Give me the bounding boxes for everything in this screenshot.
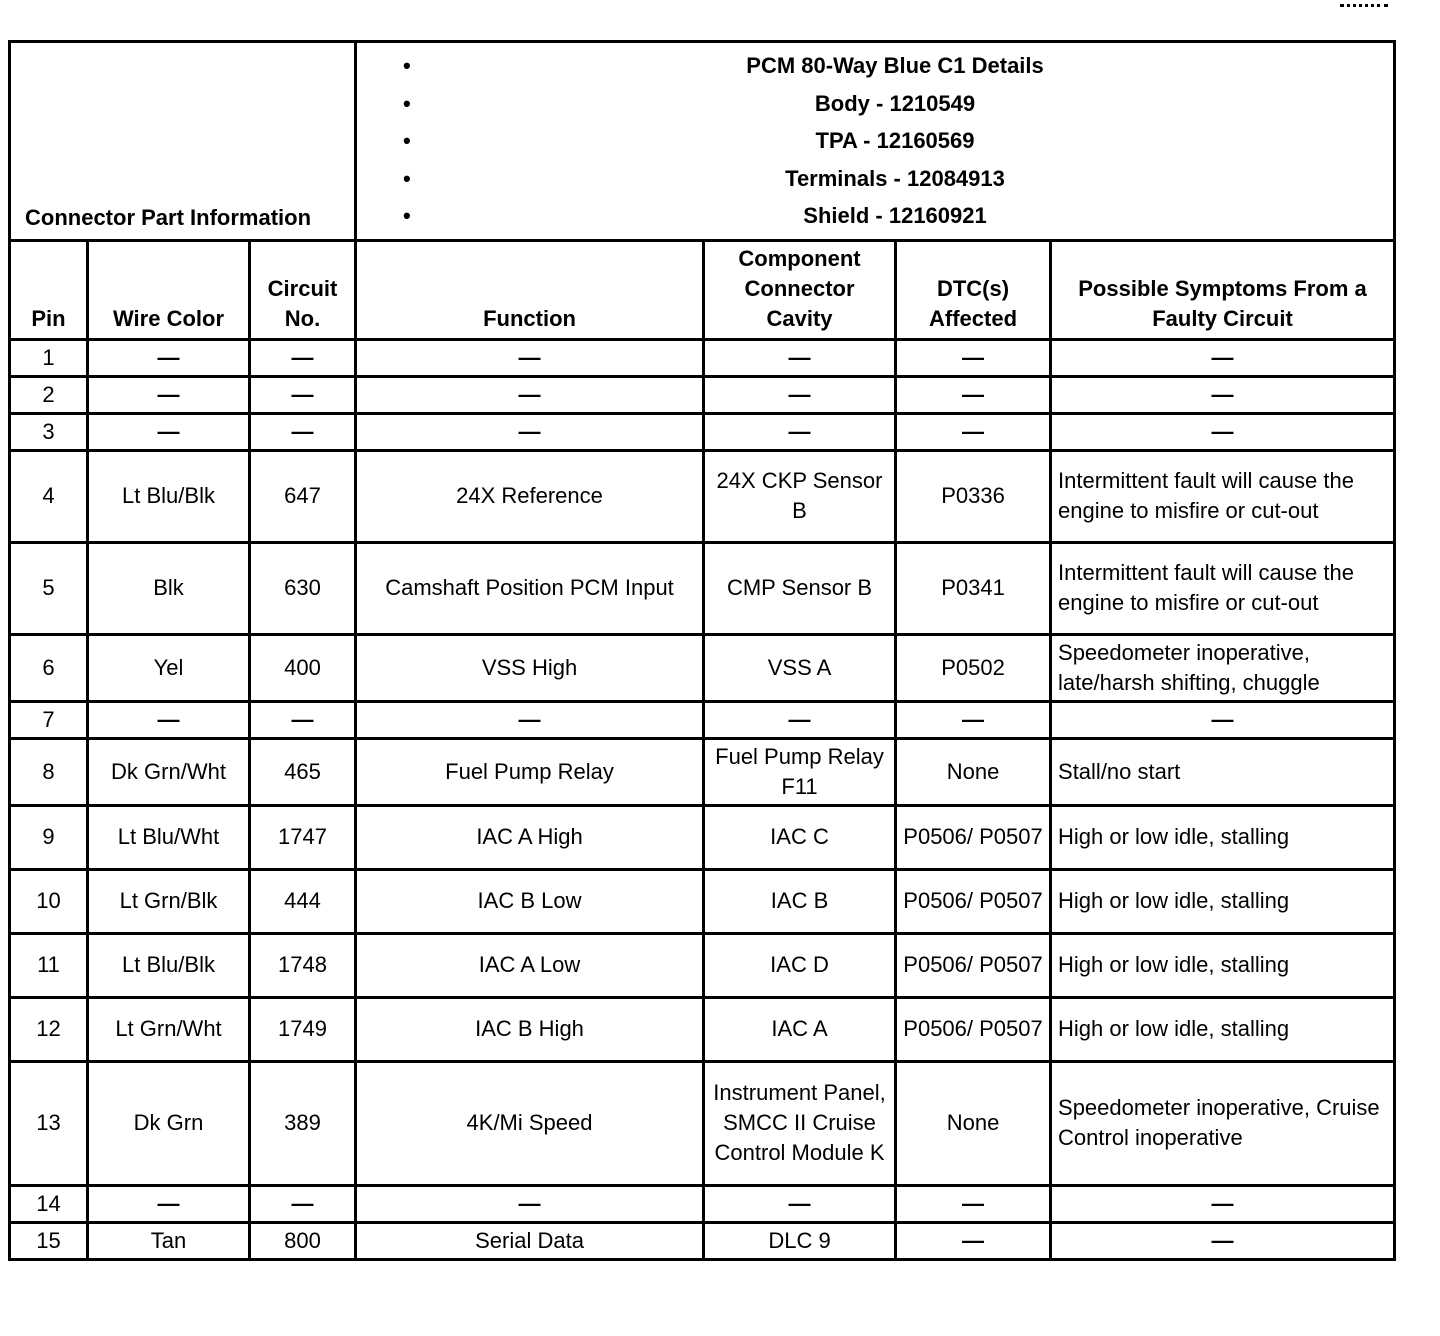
dtc-cell: — xyxy=(896,1222,1051,1259)
circuit-cell: — xyxy=(250,413,356,450)
cavity-cell: — xyxy=(704,413,896,450)
function-cell: IAC B High xyxy=(356,997,704,1061)
pin-cell: 6 xyxy=(10,634,88,701)
symptoms-cell: — xyxy=(1051,1185,1395,1222)
table-row xyxy=(10,738,1395,805)
bullet-icon: • xyxy=(403,128,411,153)
dtc-cell: P0506/ P0507 xyxy=(896,933,1051,997)
dtc-cell: P0502 xyxy=(896,634,1051,701)
wire-color-cell: Dk Grn/Wht xyxy=(88,738,250,805)
circuit-cell: 630 xyxy=(250,542,356,634)
col-header-cavity: Component Connector Cavity xyxy=(704,240,896,339)
detail-item: • Body - 1210549 xyxy=(367,85,1383,123)
function-cell: — xyxy=(356,1185,704,1222)
pin-cell: 4 xyxy=(10,450,88,542)
symptoms-cell: Intermittent fault will cause the engine to misfire or cut-out xyxy=(1051,542,1395,634)
function-cell: — xyxy=(356,701,704,738)
pin-cell: 12 xyxy=(10,997,88,1061)
connector-details-list xyxy=(367,47,1383,235)
symptoms-cell: Speedometer inoperative, Cruise Control inoperative xyxy=(1051,1061,1395,1185)
circuit-cell: 400 xyxy=(250,634,356,701)
table-row xyxy=(10,701,1395,738)
dtc-cell: None xyxy=(896,738,1051,805)
col-header-wire-color: Wire Color xyxy=(88,240,250,339)
wire-color-cell: Dk Grn xyxy=(88,1061,250,1185)
table-row xyxy=(10,869,1395,933)
cavity-cell: CMP Sensor B xyxy=(704,542,896,634)
pin-cell: 1 xyxy=(10,339,88,376)
table-row xyxy=(10,805,1395,869)
dtc-cell: None xyxy=(896,1061,1051,1185)
dtc-cell: — xyxy=(896,376,1051,413)
function-cell: Serial Data xyxy=(356,1222,704,1259)
function-cell: IAC B Low xyxy=(356,869,704,933)
function-cell: Fuel Pump Relay xyxy=(356,738,704,805)
table-row xyxy=(10,339,1395,376)
function-cell: IAC A Low xyxy=(356,933,704,997)
col-header-function: Function xyxy=(356,240,704,339)
col-header-pin: Pin xyxy=(10,240,88,339)
wire-color-cell: Yel xyxy=(88,634,250,701)
symptoms-cell: — xyxy=(1051,701,1395,738)
function-cell: 24X Reference xyxy=(356,450,704,542)
function-cell: 4K/Mi Speed xyxy=(356,1061,704,1185)
table-row xyxy=(10,1185,1395,1222)
table-row xyxy=(10,413,1395,450)
symptoms-cell: High or low idle, stalling xyxy=(1051,869,1395,933)
symptoms-cell: High or low idle, stalling xyxy=(1051,933,1395,997)
connector-info-row xyxy=(10,42,1395,241)
detail-item: • PCM 80-Way Blue C1 Details xyxy=(367,47,1383,85)
wire-color-cell: Lt Grn/Wht xyxy=(88,997,250,1061)
symptoms-cell: High or low idle, stalling xyxy=(1051,805,1395,869)
dtc-cell: — xyxy=(896,413,1051,450)
dtc-cell: — xyxy=(896,339,1051,376)
function-cell: — xyxy=(356,376,704,413)
table-row xyxy=(10,1061,1395,1185)
symptoms-cell: — xyxy=(1051,376,1395,413)
cavity-cell: IAC A xyxy=(704,997,896,1061)
dtc-cell: P0336 xyxy=(896,450,1051,542)
symptoms-cell: High or low idle, stalling xyxy=(1051,997,1395,1061)
symptoms-cell: Stall/no start xyxy=(1051,738,1395,805)
header-row xyxy=(10,240,1395,339)
function-cell: IAC A High xyxy=(356,805,704,869)
connector-details-cell xyxy=(356,42,1395,241)
pin-cell: 5 xyxy=(10,542,88,634)
cavity-cell: IAC B xyxy=(704,869,896,933)
cavity-cell: IAC C xyxy=(704,805,896,869)
wire-color-cell: Lt Blu/Wht xyxy=(88,805,250,869)
pin-cell: 11 xyxy=(10,933,88,997)
pin-cell: 9 xyxy=(10,805,88,869)
circuit-cell: 465 xyxy=(250,738,356,805)
pin-cell: 8 xyxy=(10,738,88,805)
cavity-cell: — xyxy=(704,339,896,376)
wire-color-cell: Lt Grn/Blk xyxy=(88,869,250,933)
pin-cell: 7 xyxy=(10,701,88,738)
circuit-cell: 647 xyxy=(250,450,356,542)
detail-item: • Terminals - 12084913 xyxy=(367,160,1383,198)
circuit-cell: — xyxy=(250,701,356,738)
symptoms-cell: — xyxy=(1051,339,1395,376)
wire-color-cell: — xyxy=(88,1185,250,1222)
dtc-cell: P0506/ P0507 xyxy=(896,997,1051,1061)
table-row xyxy=(10,1222,1395,1259)
function-cell: VSS High xyxy=(356,634,704,701)
bullet-icon: • xyxy=(403,203,411,228)
cavity-cell: — xyxy=(704,701,896,738)
dtc-cell: P0506/ P0507 xyxy=(896,869,1051,933)
wire-color-cell: — xyxy=(88,376,250,413)
connector-table xyxy=(8,40,1396,1261)
table-row xyxy=(10,542,1395,634)
cavity-cell: Instrument Panel, SMCC II Cruise Control Module K xyxy=(704,1061,896,1185)
col-header-circuit: Circuit No. xyxy=(250,240,356,339)
bullet-icon: • xyxy=(403,165,411,191)
circuit-cell: 1749 xyxy=(250,997,356,1061)
wire-color-cell: — xyxy=(88,339,250,376)
function-cell: — xyxy=(356,413,704,450)
circuit-cell: — xyxy=(250,339,356,376)
circuit-cell: 1748 xyxy=(250,933,356,997)
bullet-icon: • xyxy=(403,53,411,78)
cavity-cell: IAC D xyxy=(704,933,896,997)
wire-color-cell: — xyxy=(88,701,250,738)
pin-cell: 13 xyxy=(10,1061,88,1185)
detail-item: • TPA - 12160569 xyxy=(367,122,1383,160)
circuit-cell: 800 xyxy=(250,1222,356,1259)
cavity-cell: Fuel Pump Relay F11 xyxy=(704,738,896,805)
table-row xyxy=(10,450,1395,542)
col-header-dtc: DTC(s) Affected xyxy=(896,240,1051,339)
dtc-cell: — xyxy=(896,1185,1051,1222)
function-cell: Camshaft Position PCM Input xyxy=(356,542,704,634)
circuit-cell: 444 xyxy=(250,869,356,933)
bullet-icon: • xyxy=(403,90,411,116)
pin-cell: 15 xyxy=(10,1222,88,1259)
symptoms-cell: Intermittent fault will cause the engine to misfire or cut-out xyxy=(1051,450,1395,542)
dtc-cell: P0506/ P0507 xyxy=(896,805,1051,869)
circuit-cell: — xyxy=(250,1185,356,1222)
col-header-symptoms: Possible Symptoms From a Faulty Circuit xyxy=(1051,240,1395,339)
dtc-cell: — xyxy=(896,701,1051,738)
table-row xyxy=(10,933,1395,997)
corner-mark xyxy=(1340,4,1388,11)
function-cell: — xyxy=(356,339,704,376)
connector-info-label: Connector Part Information xyxy=(10,42,356,241)
circuit-cell: 389 xyxy=(250,1061,356,1185)
circuit-cell: 1747 xyxy=(250,805,356,869)
wire-color-cell: Tan xyxy=(88,1222,250,1259)
table-row xyxy=(10,376,1395,413)
circuit-cell: — xyxy=(250,376,356,413)
symptoms-cell: — xyxy=(1051,1222,1395,1259)
wire-color-cell: — xyxy=(88,413,250,450)
pin-cell: 10 xyxy=(10,869,88,933)
cavity-cell: DLC 9 xyxy=(704,1222,896,1259)
symptoms-cell: Speedometer inoperative, late/harsh shifting, chuggle xyxy=(1051,634,1395,701)
pin-cell: 3 xyxy=(10,413,88,450)
wire-color-cell: Blk xyxy=(88,542,250,634)
wire-color-cell: Lt Blu/Blk xyxy=(88,450,250,542)
detail-item: • Shield - 12160921 xyxy=(367,197,1383,235)
pin-cell: 2 xyxy=(10,376,88,413)
cavity-cell: — xyxy=(704,1185,896,1222)
dtc-cell: P0341 xyxy=(896,542,1051,634)
cavity-cell: 24X CKP Sensor B xyxy=(704,450,896,542)
wire-color-cell: Lt Blu/Blk xyxy=(88,933,250,997)
cavity-cell: VSS A xyxy=(704,634,896,701)
table-row xyxy=(10,634,1395,701)
symptoms-cell: — xyxy=(1051,413,1395,450)
cavity-cell: — xyxy=(704,376,896,413)
pin-cell: 14 xyxy=(10,1185,88,1222)
table-row xyxy=(10,997,1395,1061)
